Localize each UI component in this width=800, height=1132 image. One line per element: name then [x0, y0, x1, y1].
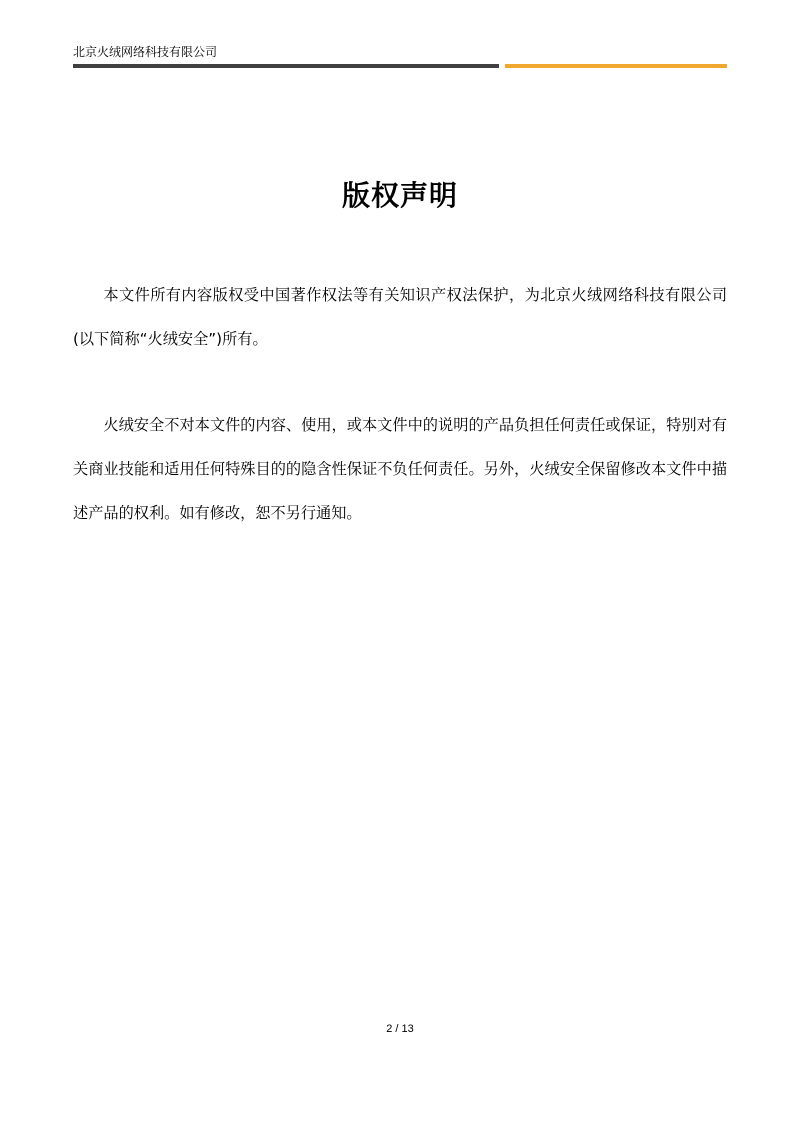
- header-rule-dark: [73, 64, 499, 68]
- header-rule-accent: [505, 64, 727, 68]
- copyright-paragraph: 本文件所有内容版权受中国著作权法等有关知识产权法保护，为北京火绒网络科技有限公司(以下简称“火绒安全”)所有。: [73, 286, 727, 348]
- page-title: 版权声明: [341, 179, 458, 212]
- page-number: 2 / 13: [386, 1023, 414, 1035]
- header-company-name: 北京火绒网络科技有限公司: [73, 45, 218, 59]
- disclaimer-paragraph: 火绒安全不对本文件的内容、使用，或本文件中的说明的产品负担任何责任或保证，特别对有关商业技能和适用任何特殊目的的隐含性保证不负任何责任。另外，火绒安全保留修改本文件中描述产品的权利。如有修改，恕不另行通知。: [73, 416, 727, 522]
